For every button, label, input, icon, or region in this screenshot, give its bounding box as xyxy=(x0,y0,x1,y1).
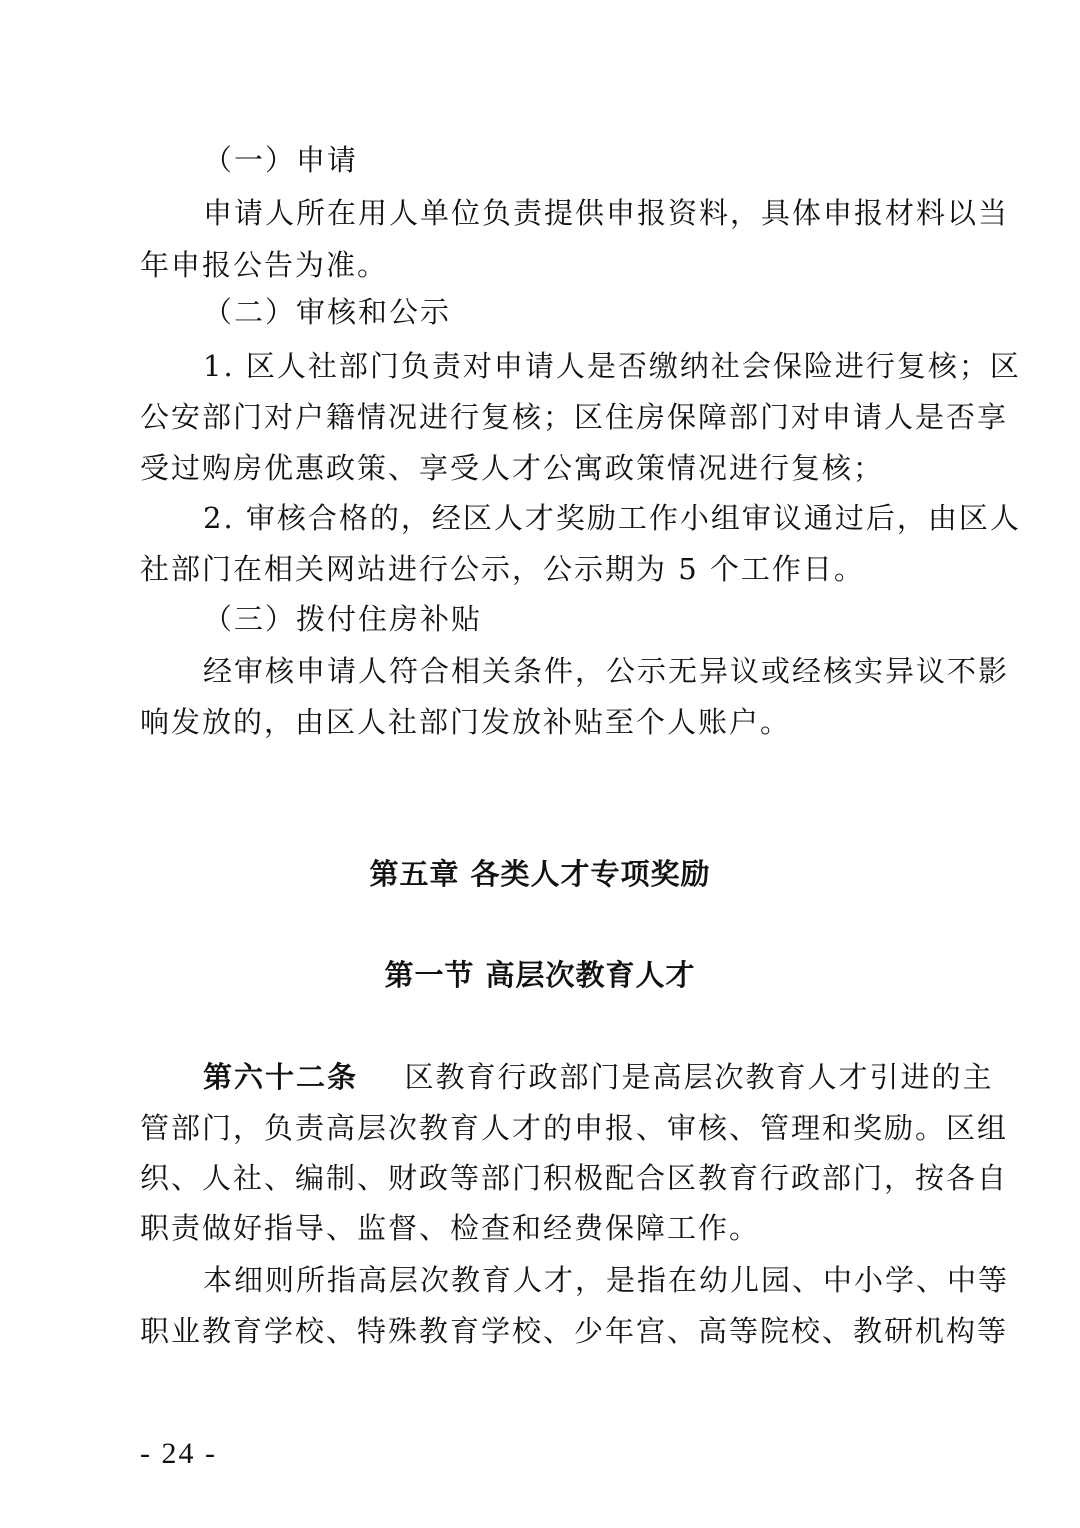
paragraph-line: 职业教育学校、特殊教育学校、少年宫、高等院校、教研机构等 xyxy=(140,1314,1009,1348)
paragraph-line: 1. 区人社部门负责对申请人是否缴纳社会保险进行复核；区 xyxy=(203,349,1021,383)
paragraph-line: 受过购房优惠政策、享受人才公寓政策情况进行复核； xyxy=(140,451,885,485)
paragraph-line: 申请人所在用人单位负责提供申报资料，具体申报材料以当 xyxy=(203,196,1010,230)
paragraph-line: 2. 审核合格的，经区人才奖励工作小组审议通过后，由区人 xyxy=(203,501,1021,535)
subheading-review: （二）审核和公示 xyxy=(203,295,452,329)
paragraph-line: 管部门，负责高层次教育人才的申报、审核、管理和奖励。区组 xyxy=(140,1111,1009,1145)
paragraph-line: 职责做好指导、监督、检查和经费保障工作。 xyxy=(140,1211,761,1245)
paragraph-line: 经审核申请人符合相关条件，公示无异议或经核实异议不影 xyxy=(203,654,1010,688)
chapter-title: 第五章 各类人才专项奖励 xyxy=(369,857,711,891)
section-title: 第一节 高层次教育人才 xyxy=(384,958,696,992)
article-first-line xyxy=(203,1057,994,1097)
article-text: 区教育行政部门是高层次教育人才引进的主 xyxy=(404,1060,994,1094)
subheading-apply: （一）申请 xyxy=(203,143,359,177)
paragraph-line: 年申报公告为准。 xyxy=(140,248,389,282)
page-number: - 24 - xyxy=(140,1437,217,1470)
article-label: 第六十二条 xyxy=(203,1060,359,1094)
paragraph-line: 织、人社、编制、财政等部门积极配合区教育行政部门，按各自 xyxy=(140,1161,1009,1195)
paragraph-line: 响发放的，由区人社部门发放补贴至个人账户。 xyxy=(140,705,792,739)
paragraph-line: 公安部门对户籍情况进行复核；区住房保障部门对申请人是否享 xyxy=(140,400,1009,434)
paragraph-line: 社部门在相关网站进行公示，公示期为 5 个工作日。 xyxy=(140,552,865,586)
paragraph-line: 本细则所指高层次教育人才，是指在幼儿园、中小学、中等 xyxy=(203,1263,1010,1297)
subheading-payment: （三）拨付住房补贴 xyxy=(203,602,483,636)
